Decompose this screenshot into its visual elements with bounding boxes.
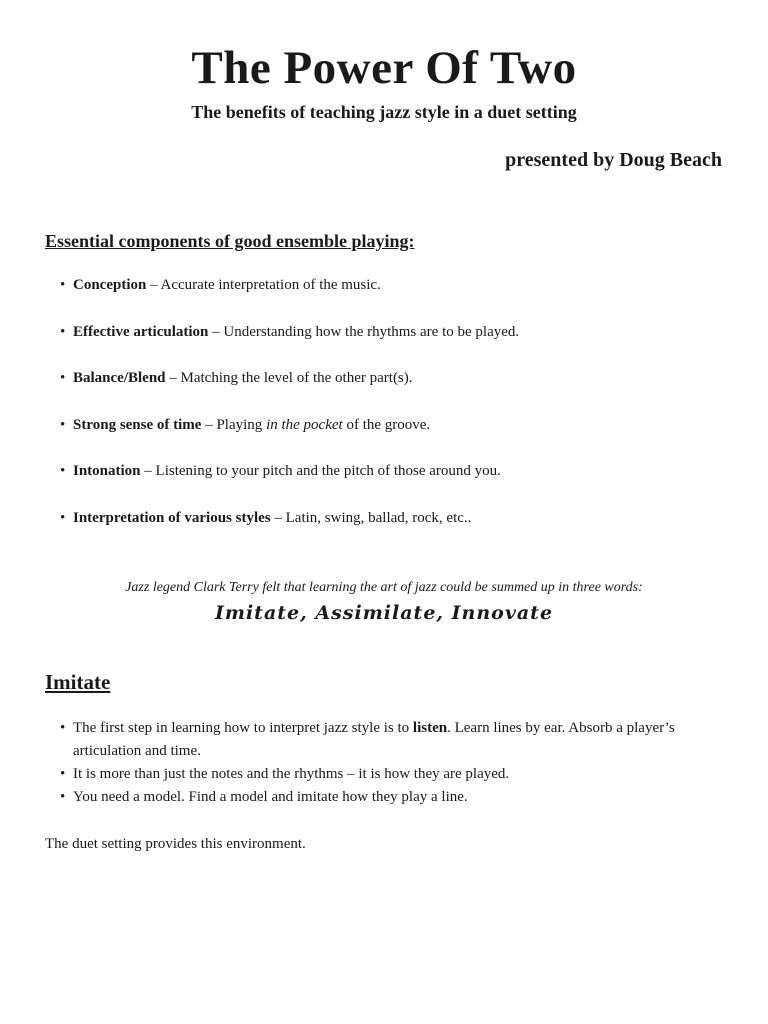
bullet: • [60,463,66,479]
item-term: Conception [73,277,147,293]
list-item [60,274,740,321]
bullet: • [60,370,66,386]
imitate-heading: Imitate [45,670,111,694]
item-description: – Playing [201,416,267,433]
presenter-byline: presented by Doug Beach [505,149,722,171]
item-text-end: . Learn lines by ear. Absorb a player’s articulation and time. [73,720,675,759]
page-subtitle: The benefits of teaching jazz style in a duet setting [191,102,577,122]
bullet: • [60,509,66,526]
list-item [60,717,700,763]
list-item [60,763,700,786]
list-item [60,786,700,809]
bullet: • [60,720,66,736]
item-description: – Accurate interpretation of the music. [146,277,381,293]
bullet: • [60,766,66,782]
list-item [60,507,740,554]
item-description-end: of the groove. [342,416,431,433]
components-list [60,274,740,553]
item-description: – Understanding how the rhythms are to be played. [208,323,520,340]
bullet: • [60,416,66,433]
clark-terry-quote: Jazz legend Clark Terry felt that learning the art of jazz could be summed up in three words: [125,580,643,595]
item-term: Interpretation of various styles [73,509,271,526]
list-item [60,367,740,414]
item-strong: listen [412,720,448,736]
item-text: The first step in learning how to interpret jazz style is to [73,720,413,736]
item-text: You need a model. Find a model and imitate how they play a line. [73,789,468,805]
item-term: Strong sense of time [73,416,202,433]
item-description: – Matching the level of the other part(s). [165,370,413,386]
imitate-list [60,717,700,809]
bullet: • [60,323,66,340]
bullet: • [60,789,66,805]
item-description: – Listening to your pitch and the pitch of those around you. [140,463,501,479]
list-item [60,321,740,368]
item-description: – Latin, swing, ballad, rock, etc.. [270,509,472,526]
item-text: It is more than just the notes and the rhythms – it is how they are played. [73,766,510,782]
bullet: • [60,277,66,293]
item-term: Intonation [73,463,141,479]
item-term: Effective articulation [73,323,209,340]
closing-text: The duet setting provides this environment. [45,836,306,852]
item-emphasis: in the pocket [266,416,343,433]
item-term: Balance/Blend [73,370,166,386]
list-item [60,460,740,507]
motto: Imitate, Assimilate, Innovate [214,602,554,624]
page-title: The Power Of Two [191,42,577,94]
components-heading: Essential components of good ensemble playing: [45,231,415,251]
list-item [60,414,740,461]
